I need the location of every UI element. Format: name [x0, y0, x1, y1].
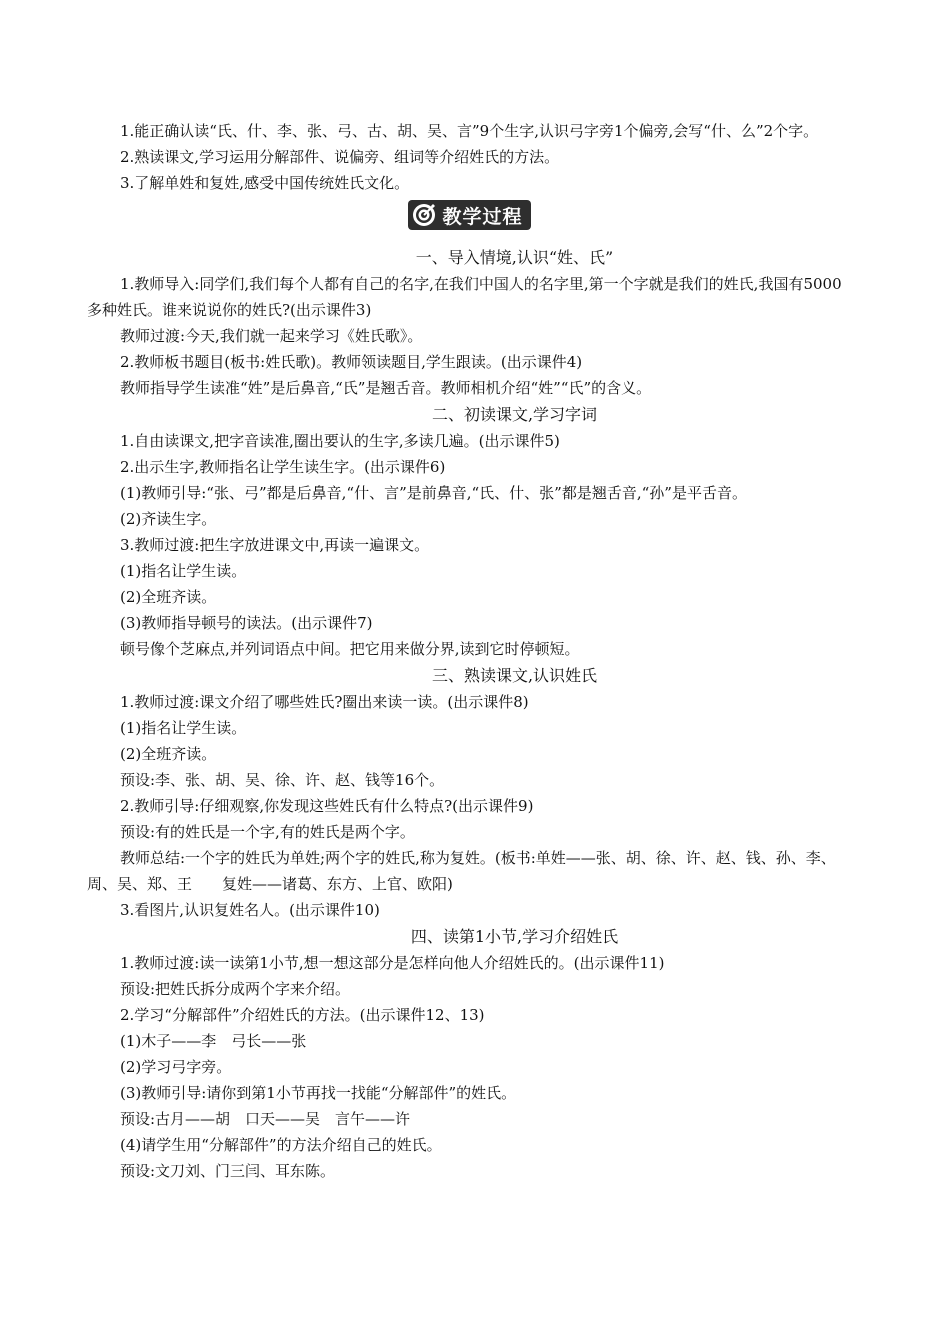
section-4 [87, 923, 852, 1184]
section-paragraph: 教师过渡:今天,我们就一起来学习《姓氏歌》。 [120, 327, 423, 345]
section-paragraph: 2.出示生字,教师指名让学生读生字。(出示课件6) [120, 458, 446, 476]
section-paragraph: 2.学习“分解部件”介绍姓氏的方法。(出示课件12、13) [120, 1006, 485, 1024]
objective-3: 3.了解单姓和复姓,感受中国传统姓氏文化。 [120, 174, 410, 192]
banner-title: 教学过程 [442, 205, 523, 228]
section-1 [87, 244, 852, 401]
section-paragraph: 预设:把姓氏拆分成两个字来介绍。 [120, 980, 351, 998]
section-paragraph: 2.教师引导:仔细观察,你发现这些姓氏有什么特点?(出示课件9) [120, 797, 534, 815]
section-paragraph: (2)齐读生字。 [120, 510, 217, 528]
section-3 [87, 662, 852, 923]
section-paragraph: 2.教师板书题目(板书:姓氏歌)。教师领读题目,学生跟读。(出示课件4) [120, 353, 583, 371]
section-heading: 一、导入情境,认识“姓、氏” [415, 248, 614, 267]
section-heading: 四、读第1小节,学习介绍姓氏 [410, 927, 619, 946]
section-heading: 三、熟读课文,认识姓氏 [431, 666, 598, 685]
section-paragraph: 1.教师过渡:课文介绍了哪些姓氏?圈出来读一读。(出示课件8) [120, 693, 529, 711]
document-page [87, 118, 852, 1184]
section-paragraph: 3.教师过渡:把生字放进课文中,再读一遍课文。 [120, 536, 430, 554]
section-paragraph: (1)指名让学生读。 [120, 562, 247, 580]
section-paragraph: (2)学习弓字旁。 [120, 1058, 232, 1076]
section-paragraph: 预设:有的姓氏是一个字,有的姓氏是两个字。 [120, 823, 415, 841]
section-paragraph: 3.看图片,认识复姓名人。(出示课件10) [120, 901, 380, 919]
section-2 [87, 401, 852, 662]
section-paragraph: 预设:文刀刘、门三闫、耳东陈。 [120, 1162, 336, 1180]
section-paragraph: (2)全班齐读。 [120, 588, 217, 606]
section-paragraph: 1.教师导入:同学们,我们每个人都有自己的名字,在我们中国人的名字里,第一个字就是我们的姓氏,我国有5000多种姓氏。谁来说说你的姓氏?(出示课件3) [87, 275, 842, 319]
section-paragraph: (1)教师引导:“张、弓”都是后鼻音,“什、言”是前鼻音,“氏、什、张”都是翘舌音,“孙”是平舌音。 [120, 484, 747, 502]
target-icon [412, 203, 436, 227]
section-paragraph: (2)全班齐读。 [120, 745, 217, 763]
section-paragraph: 教师指导学生读准“姓”是后鼻音,“氏”是翘舌音。教师相机介绍“姓”“氏”的含义。 [120, 379, 652, 397]
objectives [87, 118, 852, 196]
section-paragraph: (1)指名让学生读。 [120, 719, 247, 737]
section-paragraph: (4)请学生用“分解部件”的方法介绍自己的姓氏。 [120, 1136, 442, 1154]
section-paragraph: 教师总结:一个字的姓氏为单姓;两个字的姓氏,称为复姓。(板书:单姓——张、胡、徐、许、赵、钱、孙、李、周、吴、郑、王 复姓——诸葛、东方、上官、欧阳) [87, 849, 836, 893]
section-heading: 二、初读课文,学习字词 [431, 405, 598, 424]
teaching-process-banner [408, 200, 530, 230]
objective-1: 1.能正确认读“氏、什、李、张、弓、古、胡、吴、言”9个生字,认识弓字旁1个偏旁,会写“什、么”2个字。 [120, 122, 819, 140]
teaching-process-banner-wrap [87, 200, 852, 236]
objective-2: 2.熟读课文,学习运用分解部件、说偏旁、组词等介绍姓氏的方法。 [120, 148, 560, 166]
section-paragraph: 1.自由读课文,把字音读准,圈出要认的生字,多读几遍。(出示课件5) [120, 432, 560, 450]
section-paragraph: (3)教师指导顿号的读法。(出示课件7) [120, 614, 373, 632]
section-paragraph: (3)教师引导:请你到第1小节再找一找能“分解部件”的姓氏。 [120, 1084, 517, 1102]
section-paragraph: 顿号像个芝麻点,并列词语点中间。把它用来做分界,读到它时停顿短。 [120, 640, 580, 658]
section-paragraph: 预设:李、张、胡、吴、徐、许、赵、钱等16个。 [120, 771, 445, 789]
section-paragraph: 1.教师过渡:读一读第1小节,想一想这部分是怎样向他人介绍姓氏的。(出示课件11) [120, 954, 665, 972]
section-paragraph: (1)木子——李 弓长——张 [120, 1032, 307, 1050]
section-paragraph: 预设:古月——胡 口天——吴 言午——许 [120, 1110, 411, 1128]
